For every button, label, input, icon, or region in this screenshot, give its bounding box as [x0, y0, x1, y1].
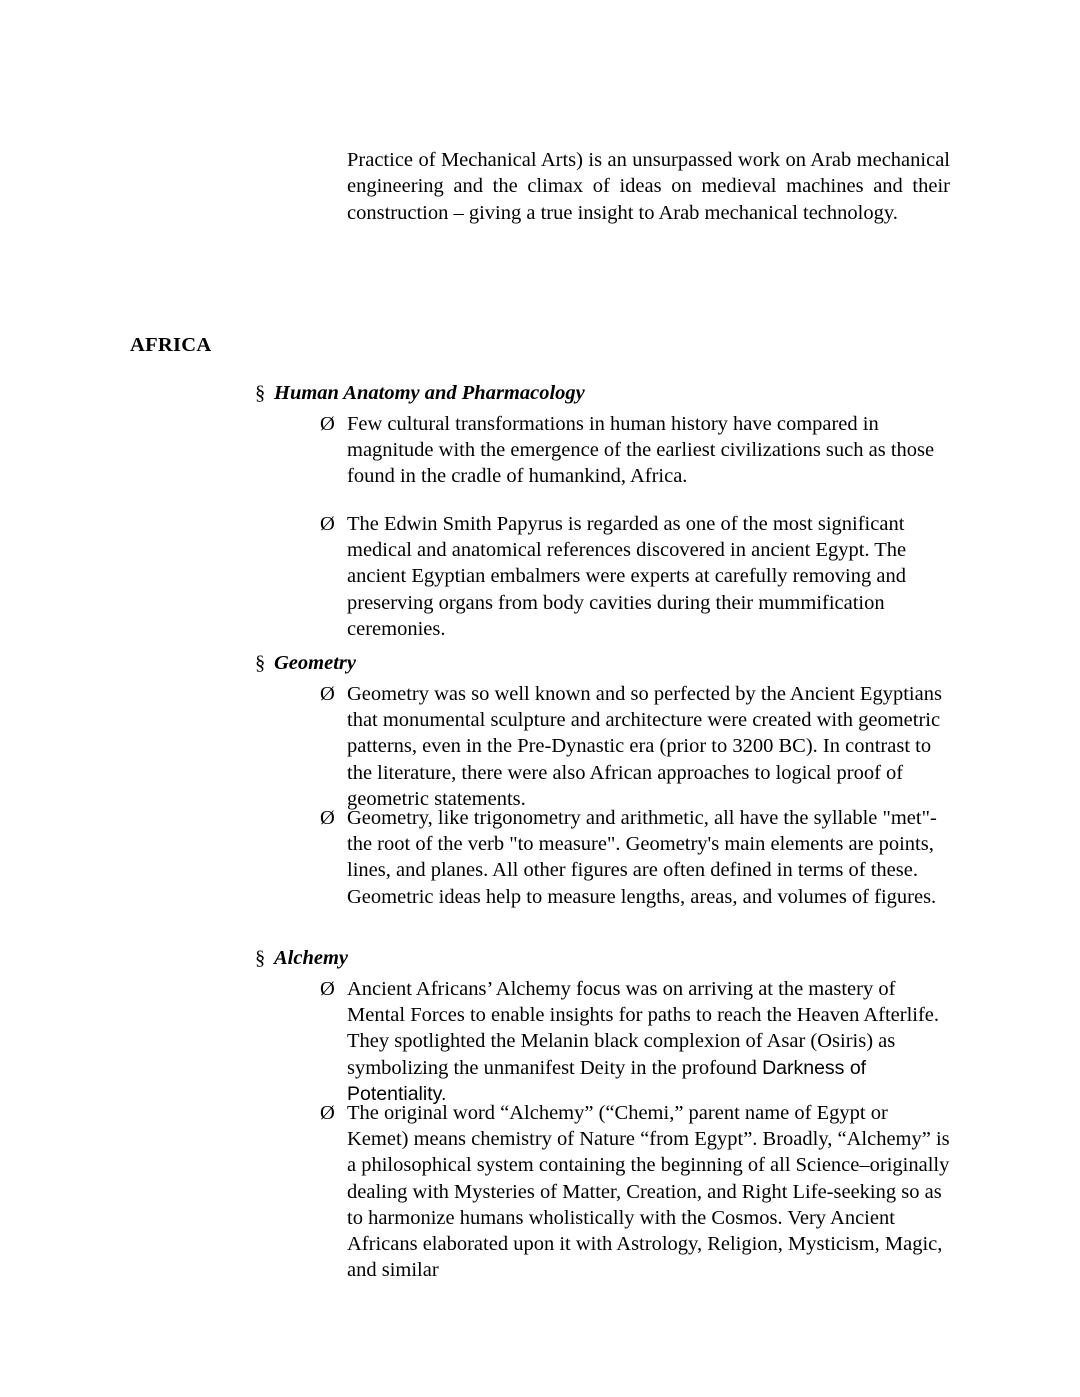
list-item-text: Geometry, like trigonometry and arithmetic, all have the syllable "met"-the root of the verb "to measure". Geometry's main elements are points, lines, and planes. All other figures are often defined in terms of these. Geometric ideas help to measure lengths, areas, and volumes of figures. [347, 807, 937, 908]
list-item [320, 805, 952, 910]
section-heading-geometry [255, 652, 356, 675]
list-item-text: The Edwin Smith Papyrus is regarded as one of the most significant medical and anatomical references discovered in ancient Egypt. The ancient Egyptian embalmers were experts at carefully removing and preserving organs from body cavities during their mummification ceremonies. [347, 513, 907, 640]
list-item-text: Few cultural transformations in human history have compared in magnitude with the emergence of the earliest civilizations such as those found in the cradle of humankind, Africa. [347, 413, 935, 488]
list-item-text: Geometry was so well known and so perfected by the Ancient Egyptians that monumental sculpture and architecture were created with geometric patterns, even in the Pre-Dynastic era (prior to 3200 BC). In contrast to the literature, there were also African approaches to logical proof of geometric statements. [347, 683, 942, 810]
section-heading-human-anatomy-and-pharmacology [255, 382, 585, 405]
section-heading-alchemy [255, 947, 348, 970]
section-sign-icon: § [255, 652, 266, 674]
intro-paragraph: Practice of Mechanical Arts) is an unsurpassed work on Arab mechanical engineering and the climax of ideas on medieval machines and their construction – giving a true insight to Arab mechanical technology. [347, 148, 950, 224]
bullet-marker-icon: Ø [320, 683, 335, 705]
list-item [320, 1100, 952, 1283]
bullet-marker-icon: Ø [320, 513, 335, 535]
list-item [320, 681, 952, 812]
list-item [320, 976, 952, 1107]
section-sign-icon: § [255, 947, 266, 969]
list-item-text [347, 976, 952, 1107]
bullet-marker-icon: Ø [320, 807, 335, 829]
list-item-text-serif-run: Ancient Africans’ Alchemy focus was on arriving at the mastery of Mental Forces to enable insights for paths to reach the Heaven Afterlife. They spotlighted the Melanin black complexion of Asar (Osiris) as symbolizing the unmanifest Deity in the profound [347, 978, 940, 1079]
section-heading-label: Geometry [274, 652, 356, 674]
section-heading-label: Human Anatomy and Pharmacology [274, 382, 585, 404]
list-item [320, 511, 952, 642]
section-sign-icon: § [255, 382, 266, 404]
bullet-marker-icon: Ø [320, 413, 335, 435]
page-title: AFRICA [130, 333, 212, 356]
bullet-marker-icon: Ø [320, 978, 335, 1000]
list-item [320, 411, 952, 490]
bullet-marker-icon: Ø [320, 1102, 335, 1124]
list-item-text: The original word “Alchemy” (“Chemi,” parent name of Egypt or Kemet) means chemistry of Nature “from Egypt”. Broadly, “Alchemy” is a philosophical system containing the beginning of all Science–originally dealing with Mysteries of Matter, Creation, and Right Life-seeking so as to harmonize humans wholistically with the Cosmos. Very Ancient Africans elaborated upon it with Astrology, Religion, Mysticism, Magic, and similar [347, 1102, 950, 1282]
emphasis-run: Darkness of Potentiality. [347, 1056, 867, 1105]
section-heading-label: Alchemy [274, 947, 349, 969]
